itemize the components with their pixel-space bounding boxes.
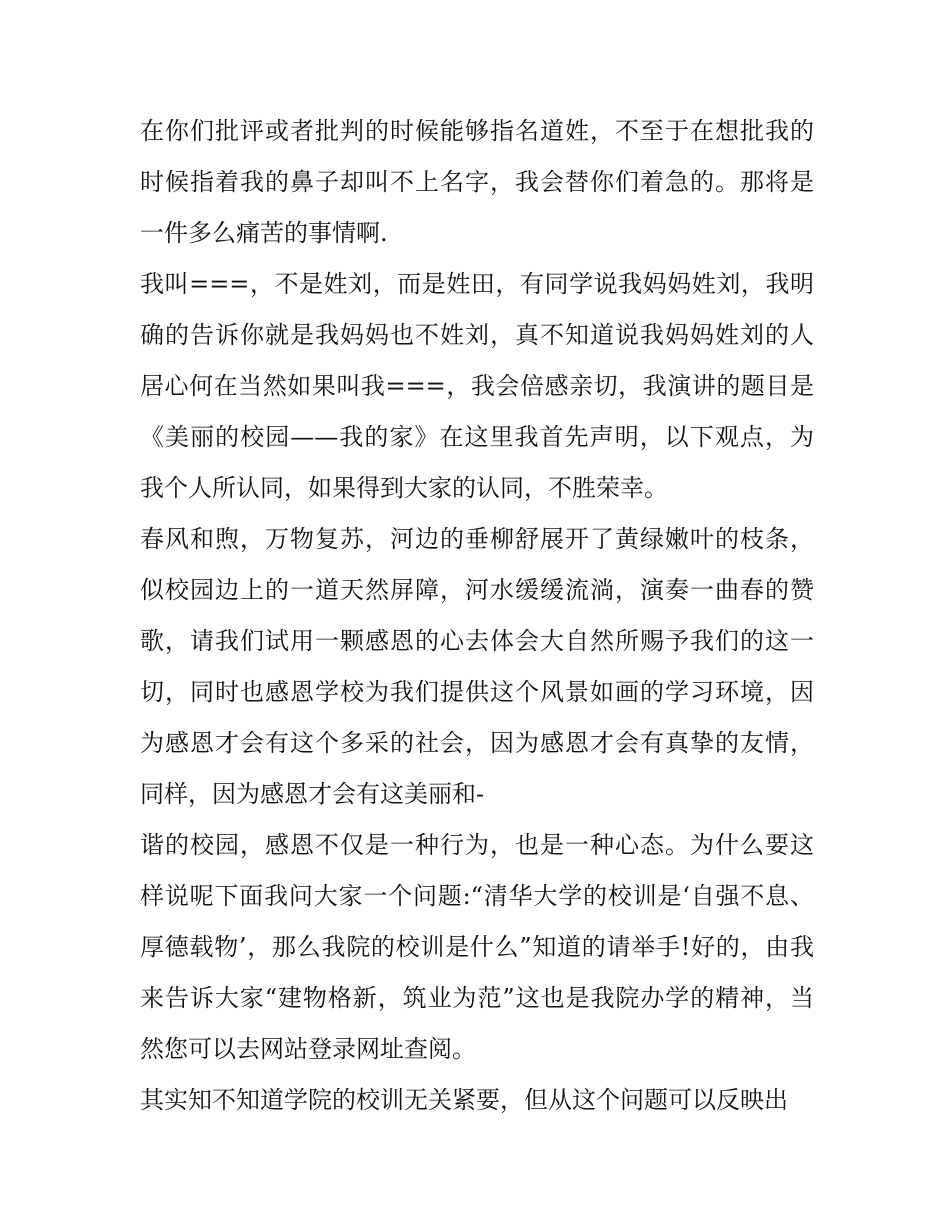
text-line: 确的告诉你就是我妈妈也不姓刘，真不知道说我妈妈姓刘的人: [140, 321, 814, 349]
paragraph-4: [140, 820, 814, 1075]
text-line: 厚德载物’，那么我院的校训是什么”知道的请举手!好的，由我: [140, 933, 814, 961]
text-line: 我叫===，不是姓刘，而是姓田，有同学说我妈妈姓刘，我明: [140, 270, 814, 298]
text-line: 切，同时也感恩学校为我们提供这个风景如画的学习环境，因: [140, 678, 814, 706]
paragraph-3: [140, 514, 814, 820]
text-line: 同样，因为感恩才会有这美丽和-: [140, 780, 485, 808]
paragraph-2: [140, 259, 814, 514]
text-line: 我个人所认同，如果得到大家的认同，不胜荣幸。: [140, 474, 668, 502]
text-line: 《美丽的校园——我的家》在这里我首先声明，以下观点，为: [140, 423, 814, 451]
text-line: 一件多么痛苦的事情啊.: [140, 219, 388, 247]
text-line: 其实知不知道学院的校训无关紧要，但从这个问题可以反映出: [140, 1086, 788, 1114]
text-line: 来告诉大家“建物格新，筑业为范”这也是我院办学的精神，当: [140, 984, 814, 1012]
text-line: 在你们批评或者批判的时候能够指名道姓，不至于在想批我的: [140, 117, 814, 145]
text-line: 歌，请我们试用一颗感恩的心去体会大自然所赐予我们的这一: [140, 627, 814, 655]
text-line: 为感恩才会有这个多采的社会，因为感恩才会有真挚的友情，: [140, 729, 814, 757]
text-line: 样说呢下面我问大家一个问题:“清华大学的校训是‘自强不息、: [140, 882, 814, 910]
text-line: 然您可以去网站登录网址查阅。: [140, 1035, 476, 1063]
text-line: 居心何在当然如果叫我===，我会倍感亲切，我演讲的题目是: [140, 372, 814, 400]
paragraph-1: [140, 106, 814, 259]
text-line: 似校园边上的一道天然屏障，河水缓缓流淌，演奏一曲春的赞: [140, 576, 814, 604]
text-line: 春风和煦，万物复苏，河边的垂柳舒展开了黄绿嫩叶的枝条，: [140, 525, 814, 553]
text-line: 时候指着我的鼻子却叫不上名字，我会替你们着急的。那将是: [140, 168, 814, 196]
text-line: 谐的校园，感恩不仅是一种行为，也是一种心态。为什么要这: [140, 831, 814, 859]
paragraph-5: [140, 1075, 814, 1126]
document-body: [140, 106, 814, 1126]
